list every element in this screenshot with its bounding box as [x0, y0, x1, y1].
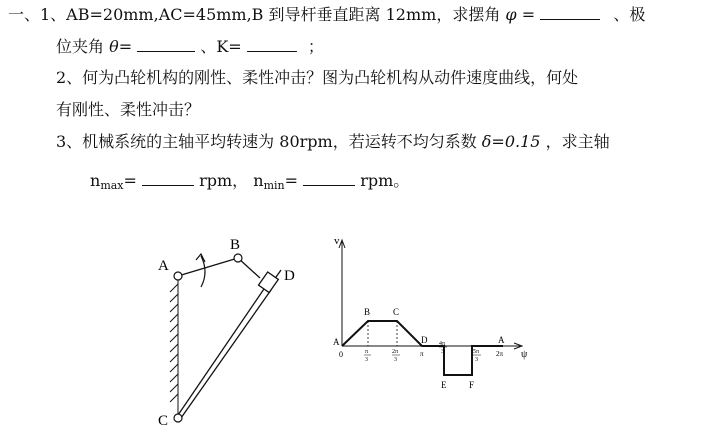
joint-b	[234, 254, 242, 262]
nmin-subscript: min	[263, 179, 285, 192]
joint-c	[174, 414, 182, 422]
q3-line1-start: 3、机械系统的主轴平均转速为 80rpm，若运转不均匀系数	[56, 132, 477, 151]
guide-rod-upper	[269, 270, 281, 287]
point-a-end: A	[498, 335, 505, 345]
tick-pi-3-num: π	[365, 349, 369, 355]
q2-line1: 2、何为凸轮机构的刚性、柔性冲击？图为凸轮机构从动件速度曲线，何处	[56, 68, 579, 87]
theta-label: θ=	[109, 37, 133, 56]
nmax-n: n	[90, 171, 101, 190]
nmin-answer-blank[interactable]	[303, 170, 355, 186]
label-b: B	[230, 237, 241, 253]
question-2-line-1	[56, 68, 578, 88]
slider-block-d	[258, 272, 278, 293]
tick-2pi-3-den: 3	[394, 357, 397, 363]
rpm-end: rpm。	[360, 171, 410, 190]
y-axis-label: v	[334, 235, 340, 247]
tick-2pi-3-num: 2π	[392, 349, 399, 355]
fixed-frame-hatch	[170, 278, 178, 418]
y-axis-arrow	[339, 240, 345, 248]
question-1-line-1	[8, 4, 645, 25]
point-e: E	[441, 380, 447, 390]
rotation-arrow-head	[196, 254, 205, 262]
nmax-answer-blank[interactable]	[142, 170, 194, 186]
tick-5pi-3-num: 5π	[473, 349, 480, 355]
phi-label: φ =	[505, 5, 536, 24]
k-answer-blank[interactable]	[247, 36, 297, 52]
tick-4pi-3-num: 4π	[439, 341, 446, 347]
tick-4pi-3-den: 3	[441, 349, 444, 355]
tick-5pi-3-den: 3	[475, 357, 478, 363]
question-3-line-1	[56, 132, 610, 152]
k-label: 、K=	[200, 37, 242, 56]
velocity-curve	[342, 321, 503, 375]
tick-pi-3-den: 3	[365, 357, 368, 363]
x-axis-label: ψ	[521, 349, 528, 360]
q2-line2: 有刚性、柔性冲击？	[56, 100, 201, 119]
label-a: A	[158, 258, 169, 274]
q1-line2-start: 位夹角	[56, 37, 105, 56]
question-1-line-2	[56, 36, 324, 57]
slider-link	[238, 258, 260, 278]
point-a-start: A	[333, 337, 340, 347]
nmax-eq: =	[123, 171, 137, 190]
question-3-line-2	[90, 170, 409, 196]
label-c: C	[158, 413, 169, 429]
point-f: F	[469, 380, 475, 390]
point-c: C	[393, 307, 400, 317]
rpm-mid: rpm，	[199, 171, 249, 190]
point-b: B	[364, 307, 371, 317]
question-2-line-2	[56, 100, 200, 120]
delta-label: δ=0.15	[481, 132, 541, 151]
q1-end-a: 、极	[613, 5, 646, 24]
nmin-n: n	[253, 171, 264, 190]
tick-2pi: 2π	[496, 350, 504, 358]
theta-answer-blank[interactable]	[137, 36, 195, 52]
label-d: D	[284, 268, 295, 284]
point-d: D	[421, 335, 428, 345]
joint-a	[174, 272, 182, 280]
phi-answer-blank[interactable]	[540, 4, 600, 20]
tick-pi: π	[420, 350, 424, 358]
q3-line1-end: ，求主轴	[545, 132, 610, 151]
guide-rod-left	[176, 286, 266, 418]
rotation-arrow-icon	[201, 256, 205, 287]
nmin-eq: =	[284, 171, 299, 190]
q1-prefix: 一、1、AB=20mm,AC=45mm,B 到导杆垂直距离 12mm，求摆角	[8, 5, 501, 24]
crank-ab	[178, 258, 238, 276]
x-axis-arrow	[514, 343, 522, 349]
guide-rod-right	[181, 290, 271, 418]
q1-end-b: ；	[307, 37, 324, 56]
tick-origin: 0	[339, 350, 343, 359]
nmax-subscript: max	[100, 179, 124, 192]
